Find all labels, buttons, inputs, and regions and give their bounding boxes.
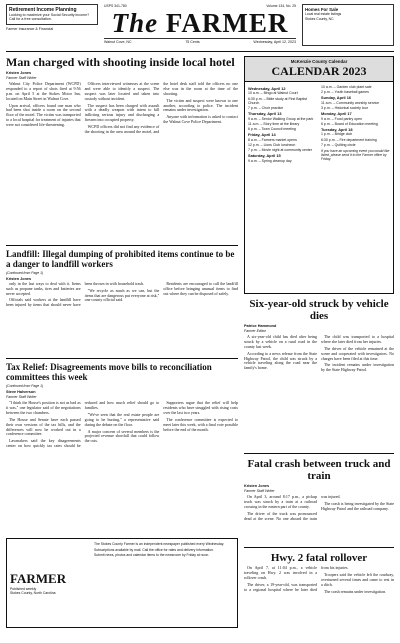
- story-paragraph: A major concern of several members is the projected revenue shortfall that could follow the cuts.: [84, 428, 160, 444]
- story-byline-role: Farmer Staff Writer: [244, 488, 275, 493]
- issue-date: Wednesday, April 12, 2023: [253, 40, 296, 45]
- publisher-brand: FARMER: [10, 570, 67, 586]
- calendar-day: Monday, April 17: [321, 110, 352, 116]
- story-paragraph: Lawmakers said the key disagreements center on how quickly tax rates should be reduced and how much relief should go to families.: [6, 400, 160, 449]
- masthead-bar: [104, 38, 296, 44]
- story-byline-role: Farmer Editor: [244, 328, 266, 333]
- story-hwy2-rollover: [244, 552, 394, 638]
- calendar-event: 6 p.m. – Board of Education meeting: [321, 121, 378, 126]
- calendar-event: 7 p.m. – Choir practice: [248, 106, 284, 111]
- publisher-info-text: The Stokes County Farmer is an independent newspaper published every Wednesday.: [94, 542, 225, 546]
- side-column: [244, 56, 394, 639]
- homes-ad-line: Stokes County, NC: [305, 16, 334, 21]
- calendar-day: Saturday, April 15: [248, 152, 281, 158]
- publisher-info: [94, 542, 234, 624]
- story-tax-relief: [6, 362, 238, 538]
- story-truck-train: [244, 458, 394, 544]
- story-paragraph: Supporters argue that the relief will help residents who have struggled with rising costs over the last two years.: [163, 400, 238, 415]
- story-paragraph: The House and Senate have each passed their own versions of the tax bills, and the differences will now be worked out in a conference committee.: [6, 416, 81, 437]
- publisher-line: Published weekly: [10, 586, 37, 591]
- retirement-ad-sponsor: Farmer Insurance & Financial: [6, 26, 54, 31]
- divider: [244, 453, 394, 454]
- calendar-county: McKenzie County Calendar: [290, 59, 348, 64]
- story-byline: Kristen Jones: [6, 277, 32, 282]
- masthead-center: [104, 4, 296, 51]
- continued-note: (Continued from Page 1): [6, 384, 44, 388]
- paper-name-main: FARMER: [165, 8, 289, 39]
- homes-ad-title: Homes For Sale: [305, 7, 339, 12]
- story-paragraph: Officials said workers at the landfill have been injured by items that should never have been thrown in with household trash.: [6, 280, 144, 308]
- calendar-event: 6:30 p.m. – Fire department training: [321, 137, 377, 142]
- calendar-event: 6:30 p.m. – Bible study at First Baptist Church: [248, 96, 307, 105]
- community-calendar: [244, 56, 394, 294]
- retirement-ad-title: Retirement Income Planning: [9, 7, 77, 13]
- story-shooting: [6, 56, 238, 242]
- calendar-event: 11 a.m. – Community worship service: [321, 100, 380, 105]
- publisher-line: Stokes County, North Carolina: [10, 590, 56, 595]
- paper-name[interactable]: [104, 8, 296, 38]
- calendar-event: 6 p.m. – Town Council meeting: [248, 127, 296, 132]
- calendar-day: Wednesday, April 12: [248, 85, 286, 91]
- main-column: [6, 56, 238, 639]
- calendar-day: Tuesday, April 18: [321, 126, 353, 132]
- story-body: [244, 495, 394, 521]
- story-body: [244, 335, 394, 374]
- story-paragraph: According to a news release from the State Highway Patrol, the child was struck by a vehicle traveling along the road near the family's home.: [244, 350, 317, 371]
- story-paragraph: Residents are encouraged to call the landfill office before bringing unusual items to find out where they can be disposed of safely.: [163, 280, 238, 296]
- homes-ad[interactable]: [302, 4, 394, 46]
- story-body: [6, 82, 238, 135]
- location: Walnut Cove, NC: [104, 40, 132, 45]
- calendar-event: 9 a.m. – Senior Walking Group at the park: [248, 116, 314, 121]
- masthead: [6, 4, 394, 52]
- story-byline: Kristen Jones: [6, 71, 32, 75]
- calendar-event: 3 p.m. – Historical society tour: [321, 106, 368, 111]
- story-paragraph: The incident remains under investigation by the State Highway Patrol.: [321, 362, 394, 373]
- calendar-event: 10 a.m. – Bingo at Walnut Court: [248, 91, 298, 96]
- story-six-year-old: [244, 298, 394, 450]
- masthead-right-ad: [302, 4, 394, 51]
- story-paragraph: Troopers said the vehicle left the roadway, overturned several times and came to rest in a ditch.: [321, 571, 394, 587]
- calendar-year: 2023: [342, 64, 367, 79]
- story-body: [244, 566, 394, 594]
- calendar-event: 8 a.m. – Farmers market opens: [248, 137, 297, 142]
- retirement-ad-line: Call for a free consultation.: [9, 17, 52, 22]
- price: 75 Cents: [185, 40, 200, 45]
- publisher-box: [6, 538, 238, 628]
- paper-name-prefix: The: [111, 8, 159, 39]
- story-paragraph: only in the last ways to deal with it. Items such as propane tanks, tires and batteries are never accepted.: [6, 280, 81, 296]
- story-paragraph: The child was transported to a hospital where she later died from her injuries.: [321, 334, 394, 344]
- story-paragraph: The driver of the vehicle remained at the scene and cooperated with investigators. No charges have been filed at this time.: [321, 345, 394, 361]
- story-paragraph: The conference committee is expected to meet later this week, with a final vote possible before the end of the month.: [163, 416, 238, 432]
- story-byline-role: Farmer Staff Writer: [6, 75, 37, 80]
- continued-note: (Continued from Page 1): [6, 271, 44, 275]
- calendar-event: 11 a.m. – Story time at the library: [248, 121, 300, 126]
- calendar-event: 9 a.m. – Spring cleanup day: [248, 158, 292, 163]
- calendar-event: 10 a.m. – Garden club plant sale: [321, 85, 372, 89]
- story-paragraph: The driver, a 19-year-old, was transported to a regional hospital where he later died from his injuries.: [244, 565, 349, 592]
- story-headline[interactable]: Six-year-old struck by vehicle dies: [249, 298, 389, 322]
- calendar-note: If you have an upcoming event you would like listed, please send it to the Farmer office by Friday.: [321, 149, 390, 162]
- story-landfill: [6, 249, 238, 355]
- story-byline: Steve Halverson: [6, 390, 36, 395]
- story-body: [6, 401, 238, 449]
- calendar-day: Thursday, April 13: [248, 110, 282, 116]
- calendar-event: 7 p.m. – Movie night at community center: [248, 148, 312, 153]
- publisher-logo[interactable]: [10, 542, 90, 624]
- story-paragraph: The victim and suspect were known to one another, according to police. The incident remains under investigation.: [163, 97, 238, 113]
- calendar-event: 12 p.m. – Lions Club luncheon: [248, 142, 296, 147]
- story-byline: Patrice Hammond: [244, 324, 277, 328]
- story-paragraph: "We've seen that the real estate people are going to be hurting," a representative said during the debate on the floor.: [84, 411, 160, 427]
- calendar-header: [245, 57, 393, 82]
- retirement-ad[interactable]: [6, 4, 98, 25]
- calendar-event: 1 p.m. – Bridge club: [321, 132, 353, 137]
- divider: [6, 358, 238, 359]
- usps-number: USPS 341-780: [104, 4, 127, 8]
- volume-number: Volume 134, No. 25: [266, 4, 296, 8]
- story-paragraph: The crash remains under investigation.: [324, 588, 387, 594]
- story-paragraph: The driver of the truck was pronounced dead at the scene. No one aboard the train was injured.: [244, 494, 341, 521]
- story-paragraph: Walnut City Police Department (WCPD) responded to a report of shots fired at 9:56 p.m. on April 5 at the Stokes Motor Inn, located on Main Street in Walnut Cove.: [6, 81, 81, 101]
- calendar-body: [245, 82, 393, 166]
- divider: [244, 547, 394, 548]
- story-headline[interactable]: Man charged with shooting inside local hotel: [6, 56, 235, 69]
- story-paragraph: The crash is being investigated by the State Highway Patrol and the railroad company.: [321, 500, 394, 511]
- calendar-day: Sunday, April 16: [321, 95, 352, 101]
- calendar-day: Friday, April 14: [248, 131, 276, 137]
- story-paragraph: WCPD officers did not find any evidence of the shooting in the area around the motel, and the hotel desk staff told the officers no one else was in the room at the time of the shooting.: [84, 81, 238, 134]
- masthead-left-ad: [6, 4, 98, 51]
- story-paragraph: The suspect has been charged with assault with a deadly weapon with intent to kill inflicting serious injury and discharging a firearm into occupied property.: [84, 102, 160, 123]
- story-byline-role: Farmer Staff Writer: [6, 394, 37, 399]
- story-headline[interactable]: Fatal crash between truck and train: [247, 458, 391, 482]
- story-paragraph: A six-year-old child has died after being struck by a vehicle on a rural road in the county last week.: [244, 334, 317, 349]
- story-headline[interactable]: Landfill: Illegal dumping of prohibited items continue to be a danger to landfill workers: [6, 249, 235, 269]
- story-body: [6, 282, 238, 308]
- story-headline[interactable]: Hwy. 2 fatal rollover: [270, 552, 368, 564]
- story-paragraph: On April 3, around 8:17 p.m., a pickup truck was struck by a train at a railroad crossing in the eastern part of the county.: [244, 494, 317, 509]
- homes-ad-line: Local real estate listings: [305, 12, 342, 17]
- story-paragraph: On April 7, at 11:04 p.m., a vehicle traveling on Hwy. 2 was involved in a rollover crash.: [244, 565, 317, 580]
- story-paragraph: Anyone with information is asked to contact the Walnut Cove Police Department.: [163, 114, 238, 125]
- publisher-info-text: Subscriptions available by mail. Call the office for rates and delivery information.: [94, 547, 214, 552]
- publisher-info-text: Submit news, photos and calendar items to the newsroom by Friday at noon.: [94, 553, 210, 558]
- story-paragraph: "I think the House's position is not as bad as it was," one legislator said of the negotiations between the two chambers.: [6, 400, 81, 415]
- story-byline: Kristen Jones: [244, 484, 270, 488]
- story-paragraph: Officers interviewed witnesses at the scene and were able to identify a suspect. The suspect was later located and taken into custody without incident.: [84, 81, 160, 101]
- story-paragraph: Upon arrival, officers found one man who had been shot inside a room on the second floor of the motel. The victim was transported to a local hospital for treatment of injuries that were not considered life-threatening.: [6, 102, 81, 127]
- calendar-event: 9 a.m. – Food pantry open: [321, 116, 363, 121]
- story-headline[interactable]: Tax Relief: Disagreements move bills to reconciliation committees this week: [6, 362, 212, 382]
- calendar-event: 7 p.m. – Quilting circle: [321, 142, 356, 147]
- story-paragraph: "We recycle as much as we can, but the items that are dangerous put everyone at risk," one county official said.: [84, 287, 160, 303]
- calendar-title: CALENDAR: [271, 64, 340, 79]
- retirement-ad-line: Looking to maximize your Social Security income?: [9, 13, 90, 18]
- calendar-event: 2 p.m. – Youth baseball games: [321, 90, 369, 95]
- divider: [6, 245, 238, 246]
